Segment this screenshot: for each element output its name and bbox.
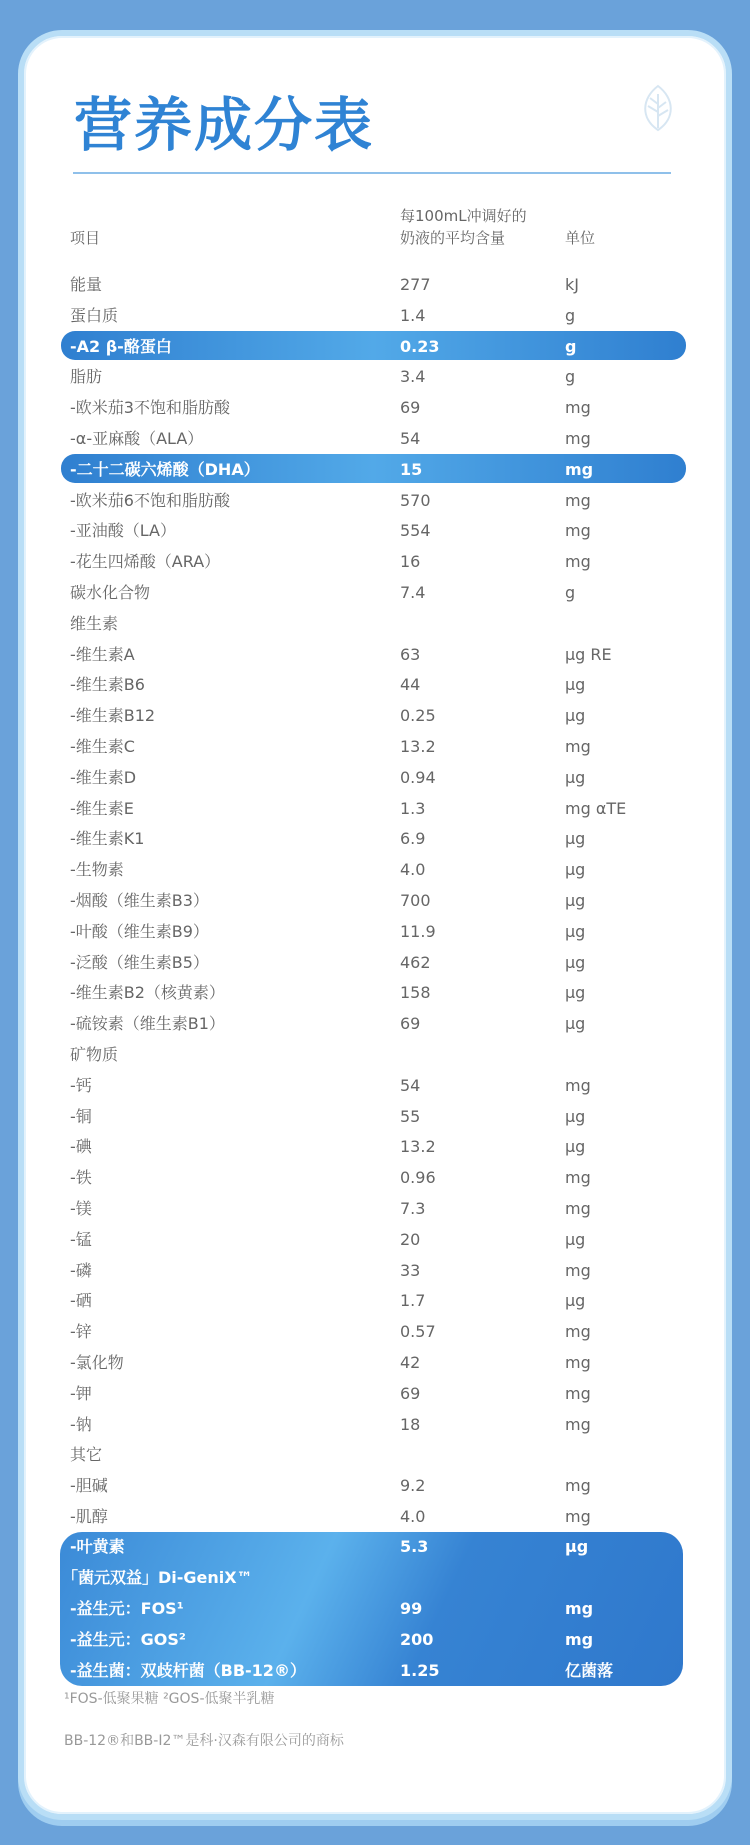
nutrient-name: -镁 bbox=[70, 1199, 92, 1218]
title-divider bbox=[73, 172, 671, 174]
nutrient-name: -维生素B12 bbox=[70, 706, 156, 726]
table-row bbox=[0, 1379, 750, 1409]
nutrient-value: 0.57 bbox=[400, 1322, 436, 1342]
table-row bbox=[0, 1102, 750, 1132]
table-row bbox=[0, 1532, 750, 1562]
footnote: ¹FOS-低聚果糖 ²GOS-低聚半乳糖 bbox=[64, 1691, 275, 1707]
nutrient-name: -氯化物 bbox=[70, 1353, 124, 1372]
nutrient-unit: μg bbox=[565, 1229, 586, 1249]
nutrient-unit: μg bbox=[565, 1014, 586, 1034]
nutrient-value: 277 bbox=[400, 275, 431, 294]
nutrient-name: -锰 bbox=[70, 1229, 92, 1249]
nutrient-unit: mg bbox=[565, 1599, 594, 1618]
nutrient-value: 18 bbox=[400, 1414, 421, 1434]
nutrient-name: 脂肪 bbox=[70, 367, 103, 387]
nutrient-name: -欧米茄3不饱和脂肪酸 bbox=[70, 398, 230, 418]
nutrient-unit: μg bbox=[565, 706, 586, 726]
column-header-value-line: 每100mL冲调好的 bbox=[400, 207, 527, 225]
nutrient-name: -碘 bbox=[70, 1137, 92, 1157]
table-row bbox=[0, 670, 750, 700]
nutrient-value: 69 bbox=[400, 1383, 421, 1403]
nutrient-unit: μg bbox=[565, 1291, 586, 1311]
nutrient-value: 462 bbox=[400, 952, 431, 972]
nutrient-value: 99 bbox=[400, 1599, 423, 1618]
nutrient-unit: μg bbox=[565, 1106, 586, 1126]
table-row bbox=[0, 1348, 750, 1378]
table-row bbox=[0, 362, 750, 392]
nutrient-value: 54 bbox=[400, 1075, 421, 1095]
nutrient-name: -叶酸（维生素B9） bbox=[70, 921, 209, 941]
nutrient-name: -维生素E bbox=[70, 798, 134, 818]
nutrient-name: 其它 bbox=[70, 1445, 103, 1465]
table-row bbox=[0, 886, 750, 916]
nutrient-value: 0.23 bbox=[400, 336, 440, 356]
nutrient-name: -欧米茄6不饱和脂肪酸 bbox=[70, 490, 230, 510]
nutrient-value: 9.2 bbox=[400, 1476, 426, 1496]
nutrient-name: -花生四烯酸（ARA） bbox=[70, 552, 221, 572]
nutrient-value: 63 bbox=[400, 644, 421, 664]
nutrient-name: -维生素D bbox=[70, 767, 137, 787]
table-row bbox=[0, 1132, 750, 1162]
nutrient-unit: μg bbox=[565, 1537, 589, 1556]
nutrient-name: 能量 bbox=[70, 275, 103, 294]
nutrient-unit: mg αTE bbox=[565, 798, 627, 818]
nutrient-value: 0.96 bbox=[400, 1168, 436, 1188]
table-row bbox=[0, 1656, 750, 1686]
nutrient-value: 4.0 bbox=[400, 1507, 426, 1526]
nutrient-name: -益生元：FOS¹ bbox=[70, 1599, 184, 1618]
nutrient-name: -维生素B6 bbox=[70, 675, 145, 695]
table-row bbox=[0, 301, 750, 331]
table-row bbox=[0, 1040, 750, 1070]
nutrient-value: 55 bbox=[400, 1106, 421, 1126]
column-header-value-line: 奶液的平均含量 bbox=[400, 229, 506, 247]
nutrient-name: -维生素A bbox=[70, 644, 135, 664]
nutrient-unit: μg bbox=[565, 921, 586, 941]
nutrient-unit: 亿菌落 bbox=[565, 1661, 614, 1680]
nutrient-unit: mg bbox=[565, 1507, 591, 1526]
nutrient-value: 1.7 bbox=[400, 1291, 426, 1311]
nutrient-unit: mg bbox=[565, 552, 591, 572]
page-title: 营养成分表 bbox=[74, 91, 375, 159]
nutrient-value: 13.2 bbox=[400, 737, 436, 756]
nutrient-unit: μg bbox=[565, 767, 586, 787]
nutrient-value: 3.4 bbox=[400, 367, 426, 387]
nutrient-unit: mg bbox=[565, 1168, 591, 1188]
nutrient-value: 69 bbox=[400, 398, 421, 418]
nutrient-unit: g bbox=[565, 305, 576, 325]
nutrient-unit: g bbox=[565, 336, 577, 356]
nutrient-unit: mg bbox=[565, 1075, 591, 1095]
table-row bbox=[0, 270, 750, 300]
table-row bbox=[0, 424, 750, 454]
nutrient-name: -维生素B2（核黄素） bbox=[70, 983, 225, 1003]
table-row bbox=[0, 1225, 750, 1255]
nutrient-value: 33 bbox=[400, 1260, 421, 1280]
nutrient-name: -生物素 bbox=[70, 860, 124, 880]
nutrient-name: -磷 bbox=[70, 1260, 92, 1280]
footnote: BB-12®和BB-I2™是科·汉森有限公司的商标 bbox=[64, 1733, 344, 1749]
nutrient-name: -亚油酸（LA） bbox=[70, 521, 177, 541]
nutrient-unit: μg RE bbox=[565, 644, 612, 664]
nutrient-value: 4.0 bbox=[400, 860, 426, 880]
nutrient-name: 蛋白质 bbox=[70, 305, 119, 325]
table-row bbox=[0, 1410, 750, 1440]
nutrient-unit: mg bbox=[565, 1414, 591, 1434]
table-row bbox=[0, 732, 750, 762]
nutrient-value: 700 bbox=[400, 891, 431, 910]
nutrient-value: 69 bbox=[400, 1014, 421, 1034]
nutrient-unit: μg bbox=[565, 891, 586, 910]
table-row bbox=[0, 486, 750, 516]
table-row bbox=[0, 1194, 750, 1224]
table-row bbox=[0, 609, 750, 639]
nutrient-value: 42 bbox=[400, 1353, 421, 1372]
nutrient-unit: mg bbox=[565, 1476, 591, 1496]
nutrient-unit: mg bbox=[565, 1353, 591, 1372]
nutrient-value: 5.3 bbox=[400, 1537, 429, 1556]
table-row bbox=[0, 824, 750, 854]
nutrient-name: 维生素 bbox=[70, 613, 119, 633]
nutrient-value: 16 bbox=[400, 552, 421, 572]
table-row bbox=[0, 701, 750, 731]
nutrient-name: -维生素C bbox=[70, 737, 135, 756]
nutrient-value: 1.25 bbox=[400, 1661, 440, 1680]
nutrient-unit: μg bbox=[565, 952, 586, 972]
nutrient-name: -钾 bbox=[70, 1383, 92, 1403]
nutrient-name: -益生菌：双歧杆菌（BB-12®） bbox=[70, 1661, 306, 1680]
nutrient-name: -铜 bbox=[70, 1106, 92, 1126]
nutrient-name: 碳水化合物 bbox=[70, 583, 151, 602]
table-row bbox=[0, 917, 750, 947]
nutrient-name: -钙 bbox=[70, 1075, 92, 1095]
nutrient-value: 1.3 bbox=[400, 798, 426, 818]
table-row bbox=[0, 763, 750, 793]
table-row bbox=[0, 1163, 750, 1193]
nutrient-name: -益生元：GOS² bbox=[70, 1630, 186, 1649]
nutrient-unit: mg bbox=[565, 429, 591, 448]
nutrient-unit: kJ bbox=[565, 275, 579, 294]
nutrient-name: 矿物质 bbox=[70, 1045, 119, 1064]
table-row bbox=[0, 1471, 750, 1501]
nutrient-name: -α-亚麻酸（ALA） bbox=[70, 429, 204, 448]
nutrient-unit: mg bbox=[565, 1383, 591, 1403]
nutrient-unit: mg bbox=[565, 1630, 594, 1649]
nutrient-unit: mg bbox=[565, 1322, 591, 1342]
nutrient-unit: g bbox=[565, 583, 576, 602]
table-row bbox=[0, 393, 750, 423]
nutrient-value: 570 bbox=[400, 490, 431, 510]
nutrient-value: 554 bbox=[400, 521, 431, 541]
table-row bbox=[0, 1256, 750, 1286]
nutrient-name: -胆碱 bbox=[70, 1476, 108, 1496]
nutrient-unit: mg bbox=[565, 521, 591, 541]
nutrient-value: 7.4 bbox=[400, 583, 426, 602]
table-row bbox=[0, 855, 750, 885]
table-row bbox=[0, 1625, 750, 1655]
nutrient-name: -肌醇 bbox=[70, 1507, 108, 1526]
table-row bbox=[0, 578, 750, 608]
column-header-unit: 单位 bbox=[565, 229, 596, 247]
nutrient-value: 15 bbox=[400, 459, 423, 479]
table-row bbox=[0, 455, 750, 485]
nutrient-value: 200 bbox=[400, 1630, 434, 1649]
nutrient-value: 0.25 bbox=[400, 706, 436, 726]
leaf-icon bbox=[638, 84, 678, 132]
nutrient-unit: μg bbox=[565, 983, 586, 1003]
nutrient-unit: μg bbox=[565, 860, 586, 880]
table-row bbox=[0, 1594, 750, 1624]
nutrient-value: 7.3 bbox=[400, 1199, 426, 1218]
nutrient-value: 20 bbox=[400, 1229, 421, 1249]
nutrient-value: 44 bbox=[400, 675, 421, 695]
nutrient-unit: μg bbox=[565, 829, 586, 849]
nutrient-unit: μg bbox=[565, 675, 586, 695]
table-row bbox=[0, 1502, 750, 1532]
nutrient-name: -A2 β-酪蛋白 bbox=[70, 336, 172, 356]
nutrient-unit: mg bbox=[565, 737, 591, 756]
nutrient-name: -硒 bbox=[70, 1291, 92, 1311]
nutrient-unit: mg bbox=[565, 459, 594, 479]
nutrient-value: 6.9 bbox=[400, 829, 426, 849]
nutrient-unit: mg bbox=[565, 1199, 591, 1218]
table-row bbox=[0, 1440, 750, 1470]
column-header-value bbox=[400, 205, 527, 249]
nutrient-unit: mg bbox=[565, 490, 591, 510]
nutrient-value: 13.2 bbox=[400, 1137, 436, 1157]
nutrient-unit: mg bbox=[565, 398, 591, 418]
table-row bbox=[0, 1071, 750, 1101]
nutrient-name: -钠 bbox=[70, 1414, 92, 1434]
table-row bbox=[0, 516, 750, 546]
table-row bbox=[0, 978, 750, 1008]
nutrient-unit: g bbox=[565, 367, 576, 387]
table-row bbox=[0, 640, 750, 670]
nutrient-name: -维生素K1 bbox=[70, 829, 145, 849]
nutrient-name: -烟酸（维生素B3） bbox=[70, 891, 209, 910]
nutrient-name: 「菌元双益」Di-GeniX™ bbox=[62, 1568, 253, 1587]
table-row bbox=[0, 1317, 750, 1347]
table-row bbox=[0, 1563, 750, 1593]
table-row bbox=[0, 332, 750, 362]
column-header-item: 项目 bbox=[70, 229, 101, 247]
nutrient-value: 1.4 bbox=[400, 305, 426, 325]
table-row bbox=[0, 794, 750, 824]
nutrient-name: -硫铵素（维生素B1） bbox=[70, 1014, 225, 1034]
nutrient-unit: μg bbox=[565, 1137, 586, 1157]
nutrient-value: 11.9 bbox=[400, 921, 436, 941]
table-row bbox=[0, 1009, 750, 1039]
nutrient-unit: mg bbox=[565, 1260, 591, 1280]
nutrient-value: 54 bbox=[400, 429, 421, 448]
nutrient-name: -锌 bbox=[70, 1322, 92, 1342]
nutrient-name: -叶黄素 bbox=[70, 1537, 125, 1556]
table-row bbox=[0, 1286, 750, 1316]
table-row bbox=[0, 948, 750, 978]
table-row bbox=[0, 547, 750, 577]
nutrient-value: 0.94 bbox=[400, 767, 436, 787]
nutrient-value: 158 bbox=[400, 983, 431, 1003]
nutrient-name: -泛酸（维生素B5） bbox=[70, 952, 209, 972]
nutrient-name: -二十二碳六烯酸（DHA） bbox=[70, 459, 260, 479]
nutrient-name: -铁 bbox=[70, 1168, 92, 1188]
